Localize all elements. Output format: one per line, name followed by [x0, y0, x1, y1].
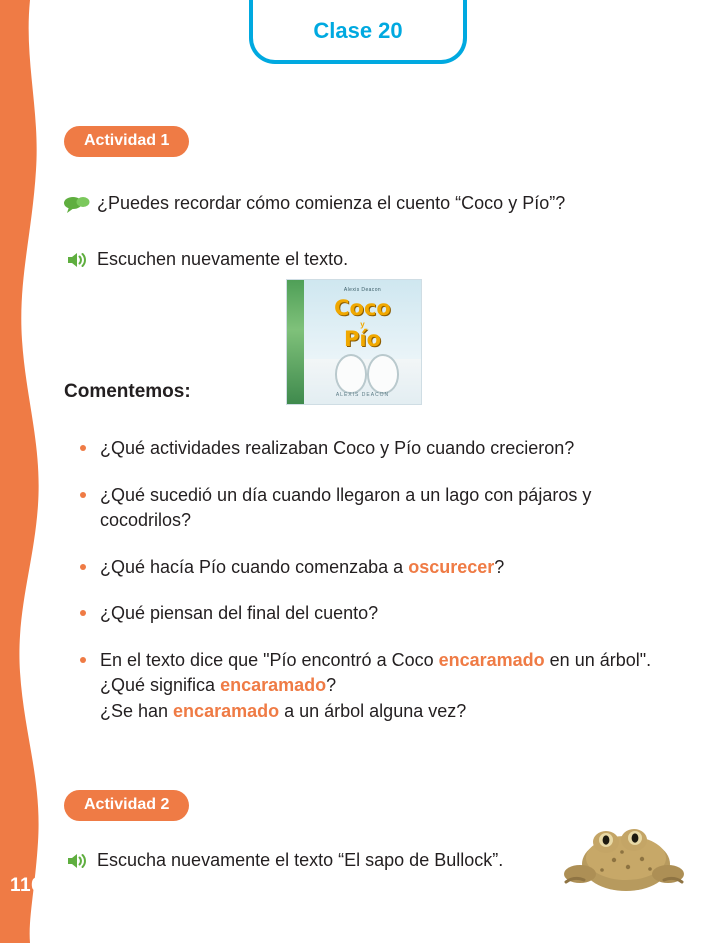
- question-text: En el texto dice que "Pío encontró a Coco: [100, 649, 439, 670]
- question-text: ¿Qué piensan del final del cuento?: [100, 603, 379, 624]
- highlighted-term: encaramado: [438, 649, 545, 670]
- question-item: [78, 483, 658, 534]
- egg-right: [367, 354, 399, 394]
- toad-illustration: [556, 812, 692, 898]
- class-header-tab: [249, 0, 467, 64]
- highlighted-term: encaramado: [220, 675, 327, 696]
- questions-list: [78, 436, 658, 745]
- book-spine: [287, 280, 304, 404]
- question-text: ¿Qué actividades realizaban Coco y Pío cuando crecieron?: [100, 438, 575, 458]
- question-item: [78, 648, 658, 725]
- question-text: ¿Qué hacía Pío cuando comenzaba a: [100, 556, 409, 577]
- question-text: en un árbol". ¿Qué significa: [100, 649, 652, 696]
- class-label: Clase 20: [313, 18, 403, 43]
- question-item: [78, 601, 658, 627]
- question-text: a un árbol alguna vez?: [279, 700, 467, 721]
- audio-speaker-icon: [66, 249, 88, 271]
- highlighted-term: encaramado: [173, 700, 280, 721]
- book-cover-image: [286, 279, 422, 405]
- question-text: ?: [326, 675, 337, 696]
- book-title-conjunction: y: [360, 320, 365, 329]
- listen-instruction-2: Escucha nuevamente el texto “El sapo de Bullock”.: [97, 850, 504, 870]
- activity-2-badge: Actividad 2: [64, 790, 189, 821]
- question-item: [78, 436, 658, 462]
- audio-speaker-icon-2: [66, 850, 88, 872]
- activity-1-badge: Actividad 1: [64, 126, 189, 157]
- question-text: ¿Qué sucedió un día cuando llegaron a un lago con pájaros y cocodrilos?: [100, 484, 592, 531]
- speech-bubble-icon: [64, 195, 90, 213]
- page-number: 116: [10, 875, 43, 896]
- highlighted-term: oscurecer: [408, 556, 495, 577]
- egg-left: [335, 354, 367, 394]
- question-text: ¿Se han: [100, 700, 174, 721]
- book-title-line2: Pío: [343, 327, 382, 351]
- left-decorative-band: [0, 0, 46, 943]
- book-author-bottom: ALEXIS DEACON: [335, 392, 390, 398]
- comentemos-heading: Comentemos:: [64, 381, 191, 402]
- question-item: [78, 555, 658, 581]
- recall-question-text: ¿Puedes recordar cómo comienza el cuento “Coco y Pío”?: [97, 193, 566, 213]
- question-text: ?: [494, 556, 505, 577]
- book-author-top: Alexis Deacon: [343, 287, 382, 293]
- listen-instruction-1: Escuchen nuevamente el texto.: [97, 249, 349, 269]
- book-title-line1: Coco: [334, 296, 391, 320]
